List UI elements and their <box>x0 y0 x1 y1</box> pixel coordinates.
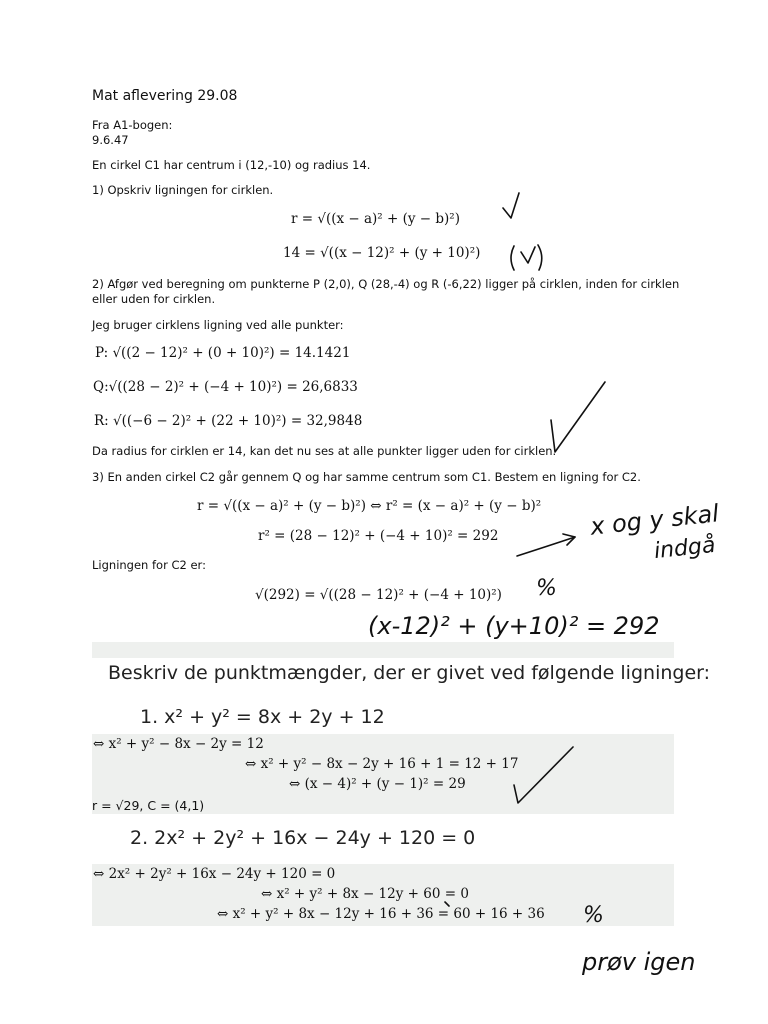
c2-equation: √(292) = √((28 − 12)² + (−4 + 10)²) <box>255 587 502 603</box>
paren-open-mark <box>511 246 514 270</box>
step-2-line2: ⇔ x² + y² + 8x − 12y + 60 = 0 <box>261 886 469 902</box>
handwritten-wrong-mark: % <box>536 576 557 601</box>
point-p-calculation: P: √((2 − 12)² + (0 + 10)²) = 14.1421 <box>95 345 351 361</box>
tick-mark-icon <box>445 902 449 906</box>
check-mark-icon <box>551 382 605 452</box>
c2-radius-squared: r² = (28 − 12)² + (−4 + 10)² = 292 <box>258 528 499 544</box>
handwritten-correct-formula: (x-12)² + (y+10)² = 292 <box>368 612 660 640</box>
source-label: Fra A1-bogen: <box>92 118 173 132</box>
point-q-calculation: Q:√((28 − 2)² + (−4 + 10)²) = 26,6833 <box>93 379 358 395</box>
check-mark-icon <box>521 247 535 263</box>
step-2-line3: ⇔ x² + y² + 8x − 12y + 16 + 36 = 60 + 16 + 36 <box>217 906 545 922</box>
handwritten-wrong-mark-2: % <box>583 903 604 928</box>
question-2-line2: eller uden for cirklen. <box>92 292 216 306</box>
circle-equation-general: r = √((x − a)² + (y − b)²) <box>291 211 460 227</box>
check-mark-icon <box>514 747 573 803</box>
arrow-icon <box>517 537 575 556</box>
question-2-line1: 2) Afgør ved beregning om punkterne P (2,0), Q (28,-4) og R (-6,22) ligger på cirklen, inden for cirklen <box>92 277 680 291</box>
exercise-number: 9.6.47 <box>92 133 129 147</box>
document-title: Mat aflevering 29.08 <box>92 88 238 104</box>
conclusion-text: Da radius for cirklen er 14, kan det nu ses at alle punkter ligger uden for cirklen. <box>92 444 557 458</box>
step-1-result: r = √29, C = (4,1) <box>92 798 205 813</box>
question-1: 1) Opskriv ligningen for cirklen. <box>92 183 274 197</box>
handwritten-note-line1: x og y skal <box>588 499 721 541</box>
step-1-line3: ⇔ (x − 4)² + (y − 1)² = 29 <box>289 776 466 792</box>
question-3: 3) En anden cirkel C2 går gennem Q og har samme centrum som C1. Bestem en ligning for C2. <box>92 470 641 484</box>
handwritten-retry-note: prøv igen <box>582 948 696 976</box>
handwritten-note-line2: indgå <box>652 532 717 565</box>
paren-close-mark <box>538 245 542 270</box>
check-mark-icon <box>503 193 519 218</box>
step-1-line2: ⇔ x² + y² − 8x − 2y + 16 + 1 = 12 + 17 <box>245 756 519 772</box>
point-r-calculation: R: √((−6 − 2)² + (22 + 10)²) = 32,9848 <box>94 413 363 429</box>
step-2-line1: ⇔ 2x² + 2y² + 16x − 24y + 120 = 0 <box>93 866 336 882</box>
c2-label: Ligningen for C2 er: <box>92 558 206 572</box>
exercise-intro: En cirkel C1 har centrum i (12,-10) og radius 14. <box>92 158 371 172</box>
slide-item-2: 2. 2x² + 2y² + 16x − 24y + 120 = 0 <box>130 827 476 849</box>
slide-item-1: 1. x² + y² = 8x + 2y + 12 <box>140 706 385 728</box>
step-1-line1: ⇔ x² + y² − 8x − 2y = 12 <box>93 736 264 752</box>
slide-heading: Beskriv de punktmængder, der er givet ved følgende ligninger: <box>108 662 711 684</box>
c2-equation-derivation: r = √((x − a)² + (y − b)²) ⇔ r² = (x − a)² + (y − b)² <box>197 498 542 514</box>
circle-equation-c1: 14 = √((x − 12)² + (y + 10)²) <box>283 245 481 261</box>
method-text: Jeg bruger cirklens ligning ved alle punkter: <box>92 318 344 332</box>
